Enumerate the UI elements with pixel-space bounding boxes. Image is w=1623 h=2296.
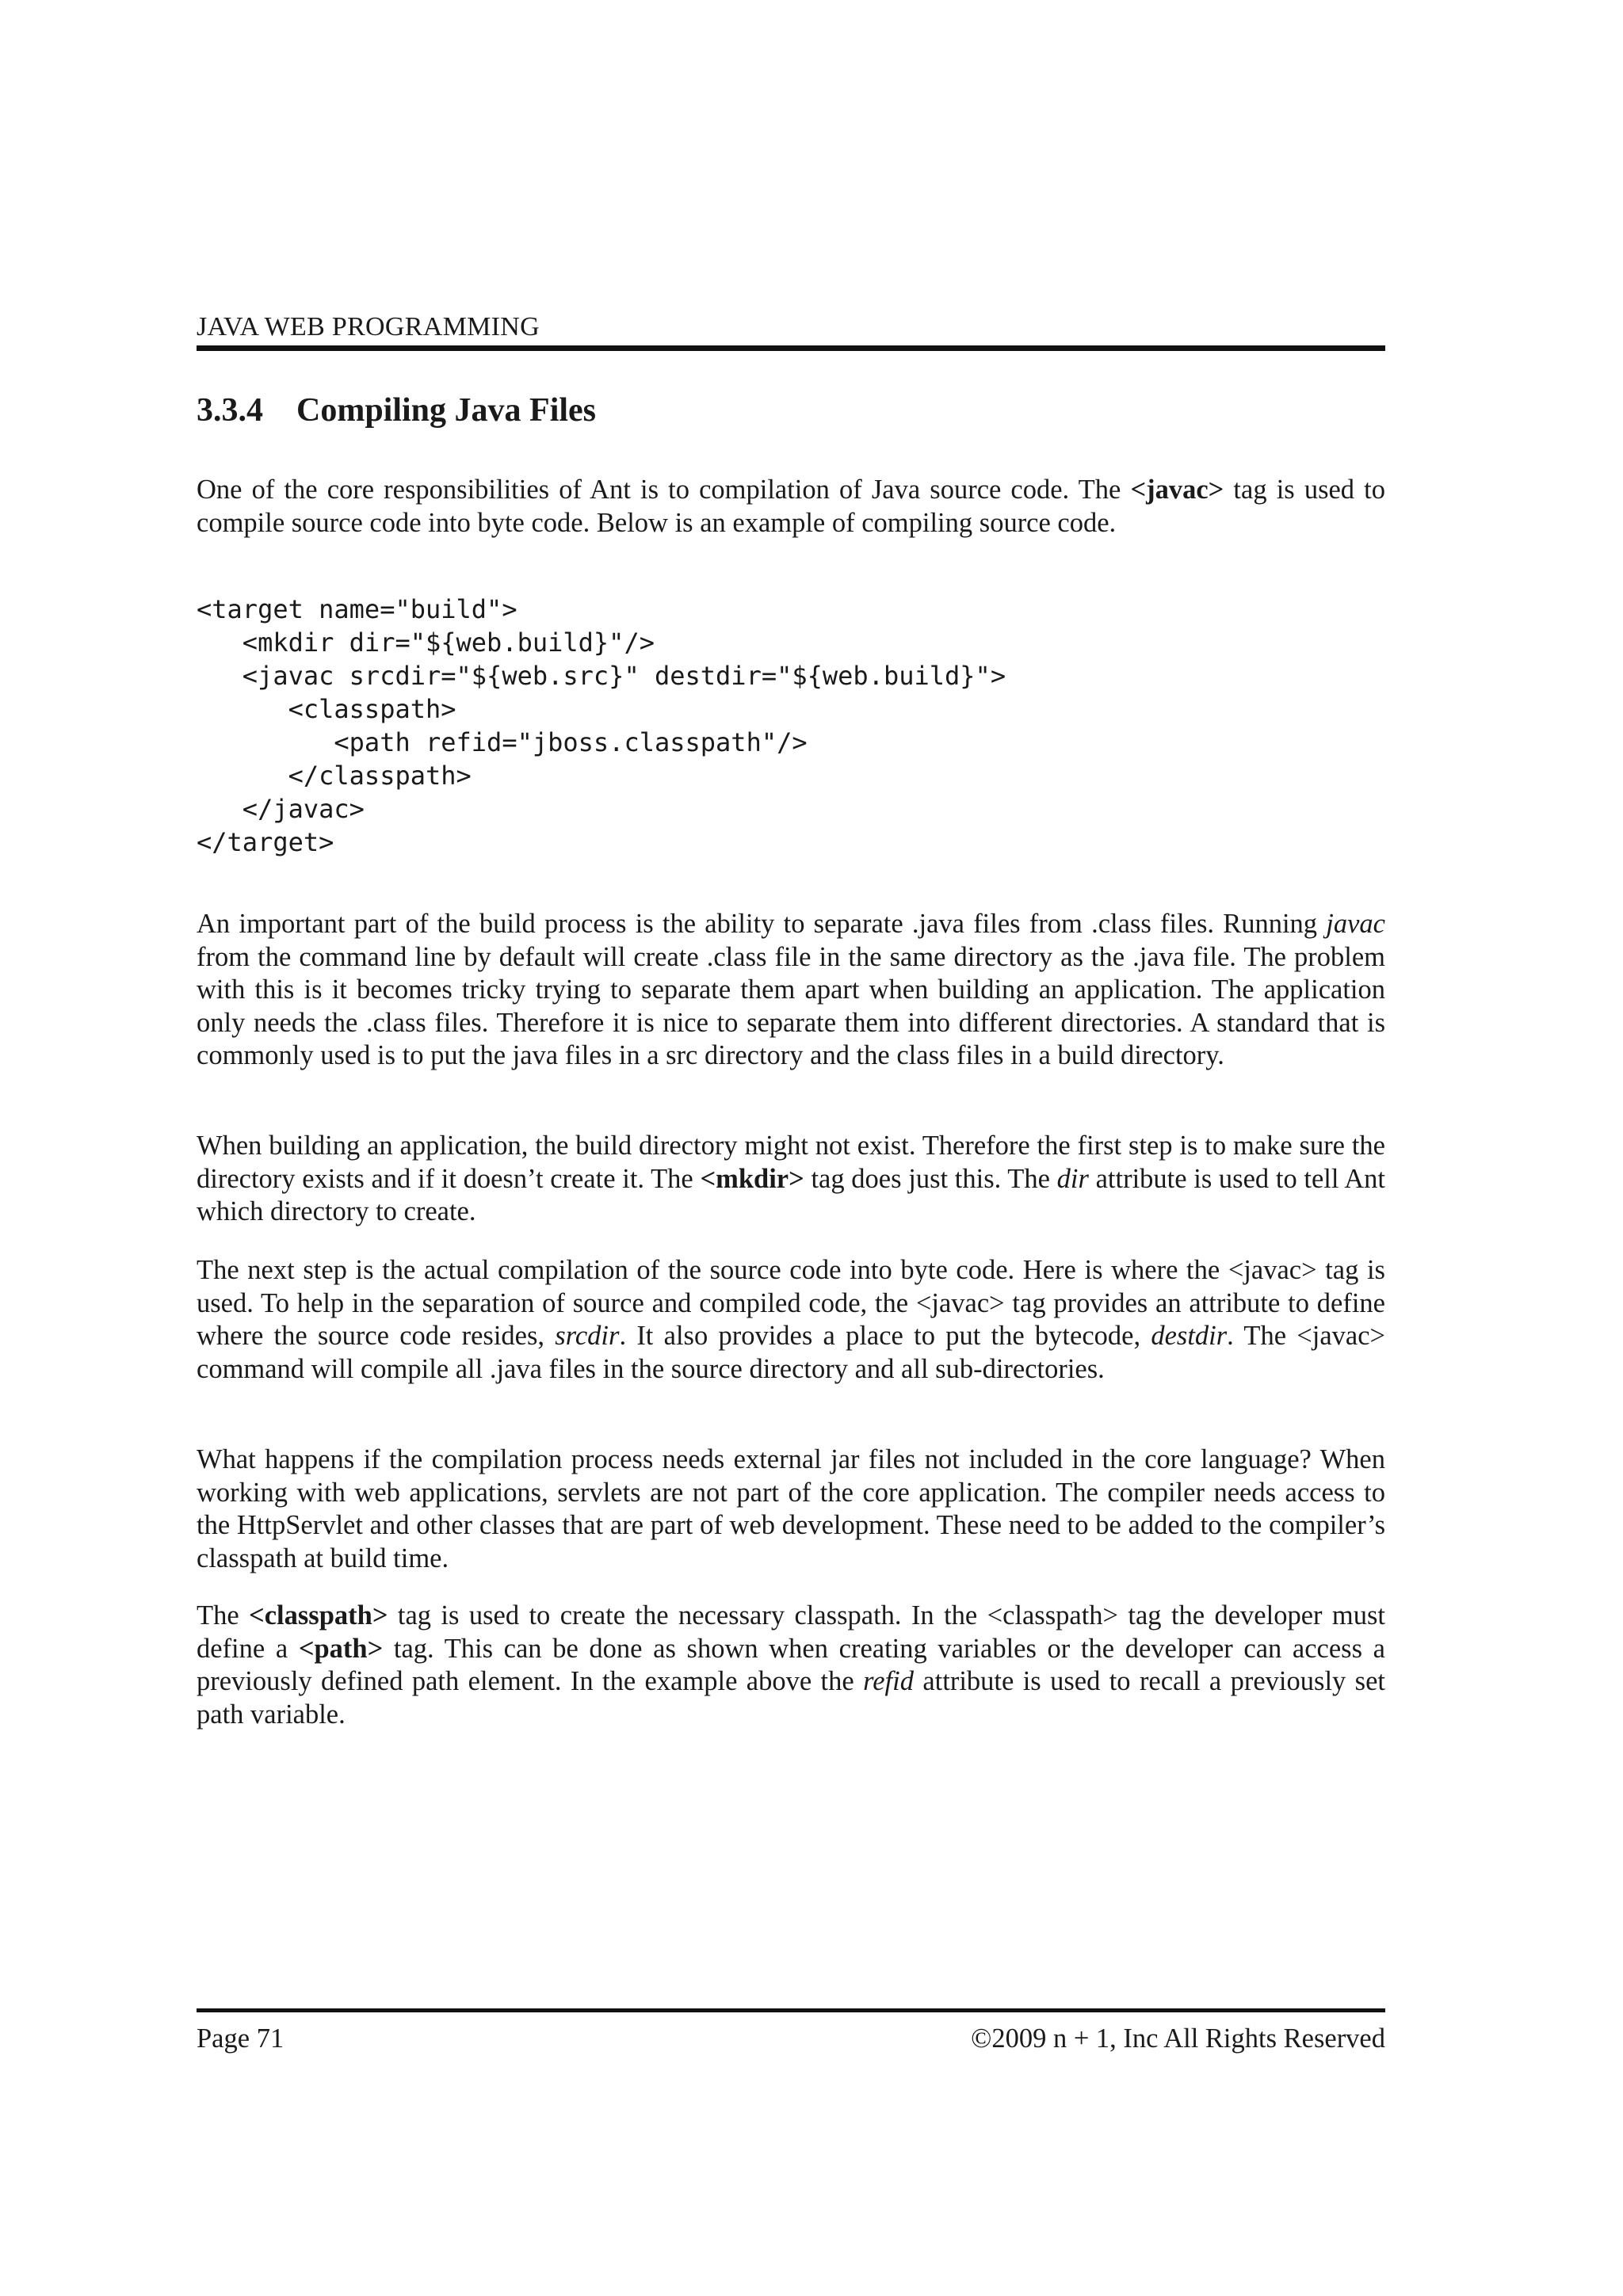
- path-tag-bold: <path>: [298, 1633, 384, 1664]
- code-line: <target name="build">: [197, 594, 517, 624]
- javac-italic: javac: [1326, 909, 1385, 939]
- paragraph-compilation: [197, 1254, 1385, 1386]
- document-page: [197, 0, 1385, 2296]
- text-run: attribute is used to recall a previously set path variable.: [197, 1666, 1385, 1730]
- text-run: tag is used to create the necessary classpath. In the <classpath> tag the developer must define a: [197, 1600, 1385, 1664]
- code-block: [197, 593, 1385, 859]
- section-heading: [197, 388, 1385, 433]
- paragraph-classpath: [197, 1600, 1385, 1731]
- classpath-tag-bold: <classpath>: [249, 1600, 388, 1630]
- text-run: What happens if the compilation process needs external jar files not included in the core language? When working with web applications, servlets are not part of the core application. The compiler needs access to the HttpServlet and other classes that are part of web development. These need to be added to the compiler’s classpath at build time.: [197, 1444, 1385, 1573]
- header-rule: [197, 345, 1385, 351]
- code-line: </target>: [197, 827, 334, 857]
- paragraph-separation: [197, 908, 1385, 1073]
- javac-tag-bold: <javac>: [1130, 475, 1224, 505]
- mkdir-tag-bold: <mkdir>: [700, 1163, 804, 1194]
- page-number: Page 71: [197, 2023, 285, 2054]
- code-line: </classpath>: [197, 761, 472, 791]
- text-run: When building an application, the build directory might not exist. Therefore the first step is to make sure the directory exists and if it doesn’t create it. The: [197, 1131, 1385, 1194]
- footer-rule: [197, 2008, 1385, 2012]
- refid-italic: refid: [863, 1666, 914, 1696]
- text-run: tag. This can be done as shown when creating variables or the developer can access a previously defined path element. In the example above the: [197, 1633, 1385, 1696]
- text-run: One of the core responsibilities of Ant is to compilation of Java source code. The: [197, 475, 1131, 505]
- code-line: <javac srcdir="${web.src}" destdir="${web.build}">: [197, 661, 1006, 691]
- text-run: . The <javac> command will compile all .java files in the source directory and all sub-directories.: [197, 1321, 1385, 1384]
- section-title: Compiling Java Files: [296, 392, 597, 429]
- code-line: <classpath>: [197, 694, 456, 724]
- text-run: from the command line by default will create .class file in the same directory as the .java file. The problem with this is it becomes tricky trying to separate them apart when building an application. The application only needs the .class files. Therefore it is nice to separate them into different directories. A standard that is commonly used is to put the java files in a src directory and the class files in a build directory.: [197, 941, 1385, 1070]
- text-run: The next step is the actual compilation of the source code into byte code. Here is where the <javac> tag is used. To help in the separation of source and compiled code, the <javac> tag provides an attribute to define where the source code resides,: [197, 1255, 1385, 1351]
- text-run: attribute is used to tell Ant which directory to create.: [197, 1163, 1385, 1226]
- running-header: JAVA WEB PROGRAMMING: [197, 312, 540, 341]
- text-run: The: [197, 1600, 250, 1630]
- copyright-notice: ©2009 n + 1, Inc All Rights Reserved: [971, 2023, 1385, 2054]
- text-run: tag does just this. The: [804, 1163, 1057, 1194]
- code-line: <mkdir dir="${web.build}"/>: [197, 627, 655, 658]
- code-line: <path refid="jboss.classpath"/>: [197, 727, 808, 757]
- section-number: 3.3.4: [197, 392, 263, 429]
- text-run: tag is used to compile source code into byte code. Below is an example of compiling source code.: [197, 475, 1386, 538]
- text-run: . It also provides a place to put the bytecode,: [619, 1321, 1151, 1351]
- destdir-italic: destdir: [1151, 1321, 1228, 1351]
- srcdir-italic: srcdir: [555, 1321, 620, 1351]
- paragraph-external-jars: [197, 1444, 1385, 1575]
- paragraph-mkdir: [197, 1130, 1385, 1229]
- text-run: An important part of the build process is the ability to separate .java files from .class files. Running: [197, 909, 1327, 939]
- paragraph-intro: [197, 474, 1385, 540]
- dir-italic: dir: [1056, 1163, 1089, 1194]
- code-line: </javac>: [197, 794, 365, 824]
